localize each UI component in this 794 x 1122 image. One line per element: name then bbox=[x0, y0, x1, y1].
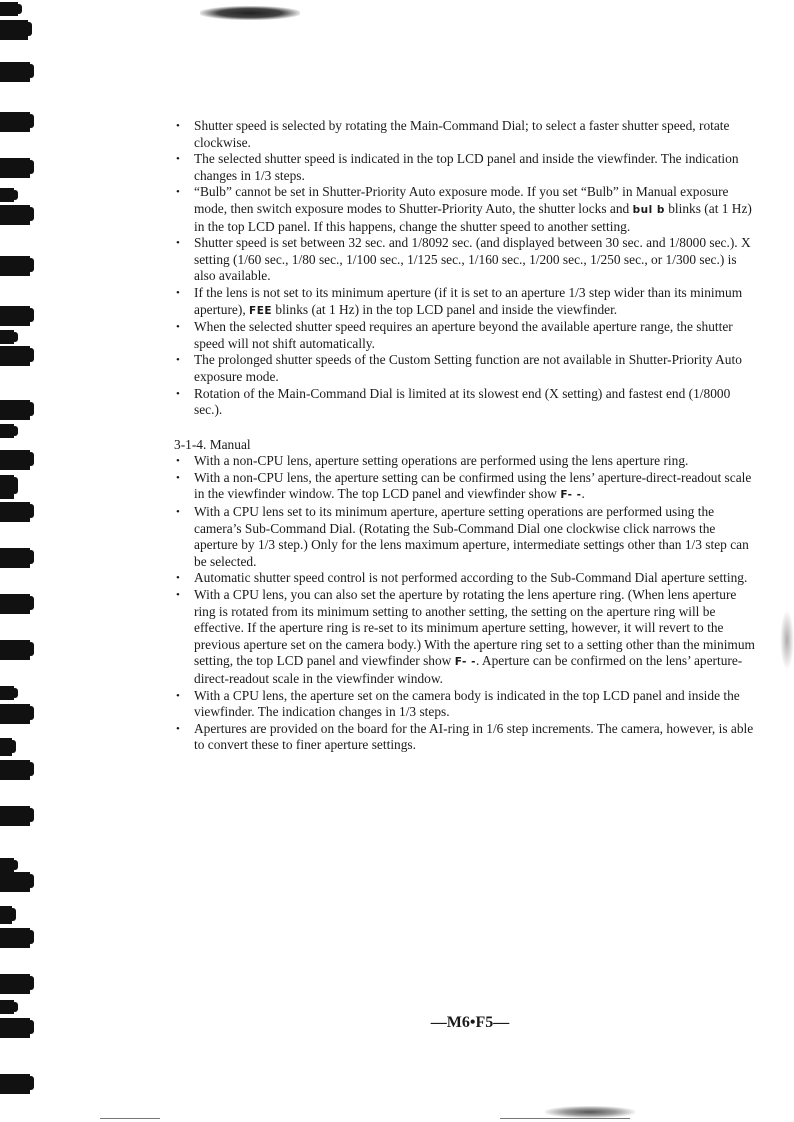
list-item bbox=[174, 721, 756, 754]
list-item-text: blinks (at 1 Hz) in the top LCD panel and inside the viewfinder. bbox=[272, 301, 618, 317]
binding-tab bbox=[0, 450, 30, 470]
lcd-indicator: F- - bbox=[560, 489, 582, 502]
binding-tab bbox=[0, 330, 14, 344]
scan-smudge bbox=[545, 1106, 635, 1118]
list-item-text: Shutter speed is set between 32 sec. and 1/8092 sec. (and displayed between 30 sec. and 1/8000 sec.). X setting (1/60 sec., 1/80 sec., 1/100 sec., 1/125 sec., 1/160 sec., 1/200 sec., 1/250 sec., or 1/300 sec.) is also available. bbox=[194, 235, 751, 284]
list-item-text: When the selected shutter speed requires an aperture beyond the available aperture range, the shutter speed will not shift automatically. bbox=[194, 319, 733, 351]
binding-tab bbox=[0, 760, 30, 780]
binding-tab bbox=[0, 306, 30, 326]
binding-tab bbox=[0, 806, 30, 826]
list-item bbox=[174, 235, 756, 285]
list-item-text: With a CPU lens, you can also set the aperture by rotating the lens aperture ring. (When lens aperture ring is rotated from its minimum setting to another setting, the setting on the aperture ring will be effective. If the aperture ring is re-set to its minimum aperture setting, however, it will revert to the previous aperture set on the camera body.) With the aperture ring set to a setting other than the minimum setting, the top LCD panel and viewfinder show bbox=[194, 587, 755, 669]
list-item bbox=[174, 386, 756, 419]
binding-tab bbox=[0, 475, 14, 499]
list-item-text: . Aperture can be confirmed on the lens’ aperture-direct-readout scale in the viewfinder window. bbox=[194, 653, 743, 686]
list-item-text: If the lens is not set to its minimum aperture (if it is set to an aperture 1/3 step wider than its minimum aperture), bbox=[194, 284, 743, 317]
lcd-indicator: bul b bbox=[632, 203, 665, 216]
section-heading: 3-1-4. Manual bbox=[174, 436, 251, 452]
list-item-text: Automatic shutter speed control is not performed according to the Sub-Command Dial aperture setting. bbox=[194, 570, 748, 586]
binding-tab bbox=[0, 548, 30, 568]
binding-tab bbox=[0, 594, 30, 614]
document-body bbox=[174, 118, 756, 754]
list-item bbox=[174, 504, 756, 570]
binding-tab bbox=[0, 400, 30, 420]
list-item-text: Apertures are provided on the board for the AI-ring in 1/6 step increments. The camera, however, is able to convert these to finer aperture settings. bbox=[194, 720, 754, 753]
list-item-text: blinks (at 1 Hz) in the top LCD panel. If this happens, change the shutter speed to another setting. bbox=[194, 200, 752, 234]
binding-tab bbox=[0, 188, 14, 202]
binding-tab bbox=[0, 346, 30, 366]
binding-tab bbox=[0, 1074, 30, 1094]
list-item-text: With a non-CPU lens, the aperture setting can be confirmed using the lens’ aperture-direct-readout scale in the viewfinder window. The top LCD panel and viewfinder show bbox=[194, 469, 752, 502]
binding-tab bbox=[0, 256, 30, 276]
lcd-indicator: FEE bbox=[249, 304, 273, 317]
binding-tab bbox=[0, 738, 12, 756]
binding-tab bbox=[0, 906, 12, 924]
binding-tab bbox=[0, 62, 30, 82]
list-item bbox=[174, 285, 756, 319]
binding-tab bbox=[0, 640, 30, 660]
binding-tab bbox=[0, 2, 18, 16]
binding-tabs bbox=[0, 0, 40, 1122]
list-item-text: With a CPU lens, the aperture set on the camera body is indicated in the top LCD panel and inside the viewfinder. The indication changes in 1/3 steps. bbox=[194, 687, 740, 720]
binding-tab bbox=[0, 686, 14, 700]
list-item-text: The prolonged shutter speeds of the Custom Setting function are not available in Shutter-Priority Auto exposure mode. bbox=[194, 352, 742, 384]
list-item-text: “Bulb” cannot be set in Shutter-Priority Auto exposure mode. If you set “Bulb” in Manual exposure mode, then switch exposure modes to Shutter-Priority Auto, the shutter locks and bbox=[194, 184, 729, 216]
list-item bbox=[174, 453, 756, 470]
list-item-text: With a non-CPU lens, aperture setting operations are performed using the lens aperture ring. bbox=[194, 453, 689, 469]
binding-tab bbox=[0, 704, 30, 724]
list-item-text: Shutter speed is selected by rotating the Main-Command Dial; to select a faster shutter speed, rotate clockwise. bbox=[194, 118, 730, 150]
list-item bbox=[174, 587, 756, 688]
list-item bbox=[174, 118, 756, 151]
binding-tab bbox=[0, 424, 14, 438]
binding-tab bbox=[0, 928, 30, 948]
list-item bbox=[174, 151, 756, 184]
list-item bbox=[174, 319, 756, 352]
page-footer: —M6•F5— bbox=[430, 1014, 510, 1031]
lcd-indicator: F- - bbox=[454, 656, 476, 669]
bullet-list-manual bbox=[174, 453, 756, 754]
binding-tab bbox=[0, 112, 30, 132]
list-item-text: The selected shutter speed is indicated in the top LCD panel and inside the viewfinder. The indication changes in 1/3 steps. bbox=[194, 151, 739, 183]
binding-tab bbox=[0, 20, 28, 40]
binding-tab bbox=[0, 502, 30, 522]
list-item bbox=[174, 570, 756, 587]
list-item-text: . bbox=[581, 486, 585, 502]
list-item bbox=[174, 352, 756, 385]
scan-line bbox=[100, 1118, 160, 1119]
binding-tab bbox=[0, 1000, 14, 1014]
binding-tab bbox=[0, 858, 14, 872]
list-item bbox=[174, 688, 756, 721]
list-item-text: Rotation of the Main-Command Dial is limited at its slowest end (X setting) and fastest end (1/8000 sec.). bbox=[194, 385, 731, 418]
scan-speck bbox=[780, 610, 794, 670]
list-item-text: With a CPU lens set to its minimum aperture, aperture setting operations are performed using the camera’s Sub-Command Dial. (Rotating the Sub-Command Dial one clockwise click narrows the aperture by 1/3 step.) Only for the lens maximum aperture, intermediate settings other than 1/3 step can be selected. bbox=[194, 504, 749, 569]
bullet-list-shutter-priority bbox=[174, 118, 756, 419]
binding-tab bbox=[0, 158, 30, 178]
binding-tab bbox=[0, 205, 30, 225]
list-item bbox=[174, 470, 756, 504]
binding-tab bbox=[0, 872, 30, 892]
scan-smudge bbox=[200, 6, 300, 20]
scan-line bbox=[500, 1118, 630, 1119]
list-item bbox=[174, 184, 756, 235]
binding-tab bbox=[0, 974, 30, 994]
